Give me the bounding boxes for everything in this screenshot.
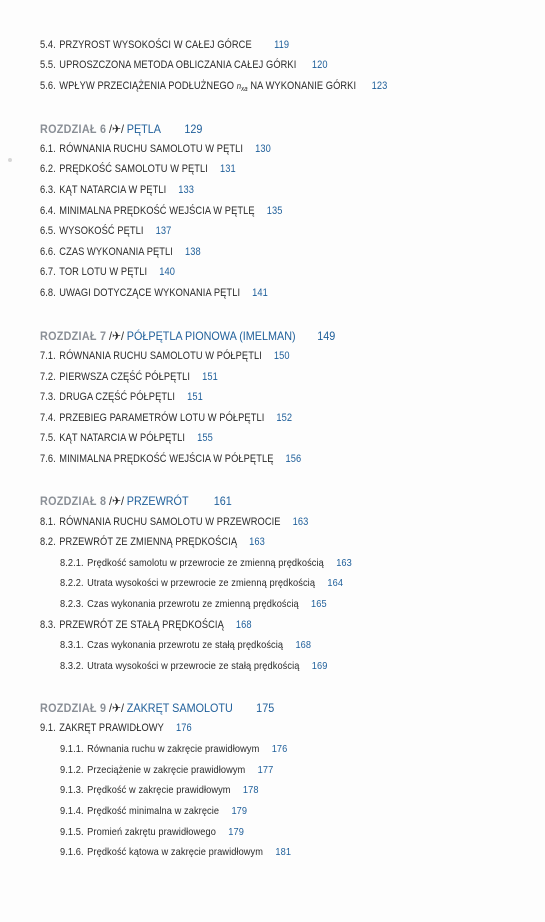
entry-page-number: 130 — [255, 143, 271, 155]
entry-page-number: 168 — [295, 639, 312, 651]
entry-title-part: NA WYKONANIE GÓRKI — [247, 80, 357, 92]
toc-entry[interactable] — [40, 535, 265, 549]
entry-number: 9.1. — [40, 722, 56, 734]
entry-page-number: 135 — [266, 205, 283, 217]
entry-number: 6.8. — [40, 287, 56, 299]
chapter-title: ZAKRĘT SAMOLOTU — [126, 701, 233, 715]
entry-number: 5.6. — [40, 80, 56, 92]
entry-title: Utrata wysokości w przewrocie ze zmienną prędkością — [87, 577, 316, 589]
toc-entry[interactable] — [40, 390, 203, 404]
entry-page-number: 177 — [257, 764, 274, 776]
entry-page-number: 151 — [202, 371, 218, 383]
entry-title: Promień zakrętu prawidłowego — [87, 826, 216, 838]
entry-page-number: 133 — [178, 184, 195, 196]
entry-title: Przeciążenie w zakręcie prawidłowym — [87, 764, 246, 776]
entry-page-number: 181 — [275, 846, 292, 858]
toc-entry[interactable] — [40, 286, 268, 300]
entry-number: 6.5. — [40, 225, 56, 237]
entry-number: 8.3. — [40, 619, 56, 631]
entry-title: KĄT NATARCIA W PÓŁPĘTLI — [59, 432, 186, 444]
entry-page-number: 155 — [197, 432, 213, 444]
toc-entry[interactable] — [40, 245, 201, 259]
entry-title: Czas wykonania przewrotu ze stałą prędkością — [87, 639, 284, 651]
entry-variable-subscript: xa — [241, 86, 248, 93]
entry-title: DRUGA CZĘŚĆ PÓŁPĘTLI — [59, 391, 176, 403]
entry-variable: n — [236, 81, 242, 91]
entry-page-number: 169 — [311, 660, 328, 672]
chapter-title: PĘTLA — [126, 122, 161, 136]
entry-page-number: 150 — [273, 350, 290, 362]
toc-subentry[interactable] — [60, 638, 311, 652]
entry-number: 7.2. — [40, 371, 56, 383]
entry-title: PRĘDKOŚĆ SAMOLOTU W PĘTLI — [59, 163, 208, 175]
toc-entry[interactable] — [40, 204, 282, 218]
entry-title: Prędkość samolotu w przewrocie ze zmienną prędkością — [87, 557, 324, 569]
entry-title: PRZEWRÓT ZE ZMIENNĄ PRĘDKOŚCIĄ — [59, 536, 238, 548]
entry-page-number: 137 — [155, 225, 172, 237]
entry-page-number: 179 — [231, 805, 248, 817]
toc-entry[interactable] — [40, 224, 171, 238]
entry-number: 9.1.5. — [60, 826, 84, 838]
chapter-heading[interactable] — [40, 493, 232, 509]
entry-number: 9.1.2. — [60, 764, 84, 776]
entry-number: 9.1.4. — [60, 805, 84, 817]
toc-entry[interactable] — [40, 79, 387, 97]
entry-title: TOR LOTU W PĘTLI — [59, 266, 148, 278]
plane-icon: /✈/ — [109, 701, 125, 715]
entry-title: Prędkość kątowa w zakręcie prawidłowym — [87, 846, 264, 858]
toc-entry[interactable] — [40, 265, 175, 279]
entry-page-number: 163 — [336, 557, 352, 569]
entry-title: PRZEWRÓT ZE STAŁĄ PRĘDKOŚCIĄ — [59, 619, 224, 631]
entry-number: 6.4. — [40, 205, 56, 217]
entry-title: RÓWNANIA RUCHU SAMOLOTU W PÓŁPĘTLI — [59, 350, 262, 362]
chapter-label: ROZDZIAŁ 7 — [40, 329, 107, 343]
entry-title-part: WPŁYW PRZECIĄŻENIA PODŁUŻNEGO — [59, 80, 237, 92]
entry-page-number: 152 — [276, 412, 293, 424]
chapter-label: ROZDZIAŁ 9 — [40, 701, 107, 715]
entry-number: 6.1. — [40, 143, 56, 155]
toc-subentry[interactable] — [60, 825, 244, 839]
entry-title: WYSOKOŚĆ PĘTLI — [59, 225, 144, 237]
entry-title: CZAS WYKONANIA PĘTLI — [59, 246, 173, 258]
entry-title: PRZYROST WYSOKOŚCI W CAŁEJ GÓRCE — [59, 39, 252, 51]
toc-entry[interactable] — [40, 183, 194, 197]
entry-title: MINIMALNA PRĘDKOŚĆ WEJŚCIA W PÓŁPĘTLĘ — [59, 453, 274, 465]
entry-page-number: 156 — [285, 453, 302, 465]
entry-title: MINIMALNA PRĘDKOŚĆ WEJŚCIA W PĘTLĘ — [59, 205, 255, 217]
toc-subentry[interactable] — [60, 845, 291, 859]
toc-subentry[interactable] — [60, 556, 352, 570]
toc-subentry[interactable] — [60, 659, 327, 673]
entry-page-number: 123 — [371, 80, 388, 92]
entry-number: 6.6. — [40, 246, 56, 258]
entry-page-number: 140 — [159, 266, 175, 278]
chapter-page-number: 149 — [317, 329, 336, 343]
entry-page-number: 176 — [271, 743, 288, 755]
chapter-heading[interactable] — [40, 700, 274, 716]
toc-subentry[interactable] — [60, 597, 327, 611]
toc-entry[interactable] — [40, 411, 292, 425]
chapter-title: PÓŁPĘTLA PIONOWA (IMELMAN) — [126, 329, 296, 343]
entry-page-number: 163 — [292, 516, 309, 528]
entry-number: 9.1.6. — [60, 846, 84, 858]
entry-number: 8.2.2. — [60, 577, 84, 589]
toc-entry[interactable] — [40, 38, 289, 52]
entry-title: UPROSZCZONA METODA OBLICZANIA CAŁEJ GÓRKI — [59, 59, 297, 71]
toc-subentry[interactable] — [60, 576, 343, 590]
plane-icon: /✈/ — [109, 494, 125, 508]
entry-title: Równania ruchu w zakręcie prawidłowym — [87, 743, 260, 755]
entry-title: RÓWNANIA RUCHU SAMOLOTU W PRZEWROCIE — [59, 516, 281, 528]
chapter-heading[interactable] — [40, 328, 335, 344]
toc-entry[interactable] — [40, 162, 236, 176]
toc-entry[interactable] — [40, 431, 213, 445]
entry-page-number: 165 — [311, 598, 327, 610]
entry-title: Czas wykonania przewrotu ze zmienną prędkością — [87, 598, 299, 610]
toc-entry[interactable] — [40, 721, 192, 735]
entry-number: 8.1. — [40, 516, 56, 528]
chapter-label: ROZDZIAŁ 6 — [40, 122, 107, 136]
toc-subentry[interactable] — [60, 804, 247, 818]
toc-subentry[interactable] — [60, 742, 287, 756]
entry-number: 7.6. — [40, 453, 56, 465]
entry-title: UWAGI DOTYCZĄCE WYKONANIA PĘTLI — [59, 287, 241, 299]
entry-number: 7.3. — [40, 391, 56, 403]
entry-number: 7.1. — [40, 350, 56, 362]
entry-number: 5.5. — [40, 59, 56, 71]
plane-icon: /✈/ — [109, 329, 125, 343]
toc-subentry[interactable] — [60, 763, 273, 777]
entry-page-number: 163 — [249, 536, 265, 548]
entry-title: Prędkość w zakręcie prawidłowym — [87, 784, 231, 796]
entry-title: PRZEBIEG PARAMETRÓW LOTU W PÓŁPĘTLI — [59, 412, 265, 424]
entry-page-number: 141 — [252, 287, 268, 299]
chapter-label: ROZDZIAŁ 8 — [40, 494, 107, 508]
entry-page-number: 138 — [185, 246, 201, 258]
chapter-page-number: 161 — [213, 494, 232, 508]
entry-number: 8.2.1. — [60, 557, 84, 569]
chapter-title: PRZEWRÓT — [126, 494, 189, 508]
toc-entry[interactable] — [40, 58, 328, 72]
entry-page-number: 131 — [220, 163, 236, 175]
entry-number: 9.1.3. — [60, 784, 84, 796]
entry-number: 6.2. — [40, 163, 56, 175]
entry-number: 5.4. — [40, 39, 56, 51]
entry-title: Prędkość minimalna w zakręcie — [87, 805, 220, 817]
toc-entry[interactable] — [40, 349, 290, 363]
toc-entry[interactable] — [40, 452, 301, 466]
entry-title: ZAKRĘT PRAWIDŁOWY — [59, 722, 164, 734]
entry-page-number: 179 — [228, 826, 244, 838]
entry-page-number: 168 — [235, 619, 252, 631]
entry-page-number: 151 — [187, 391, 203, 403]
entry-number: 6.3. — [40, 184, 56, 196]
entry-title: RÓWNANIA RUCHU SAMOLOTU W PĘTLI — [59, 143, 244, 155]
entry-page-number: 120 — [311, 59, 328, 71]
plane-icon: /✈/ — [109, 122, 125, 136]
toc-subentry[interactable] — [60, 783, 259, 797]
toc-entry[interactable] — [40, 142, 271, 156]
entry-page-number: 164 — [327, 577, 344, 589]
entry-number: 9.1.1. — [60, 743, 84, 755]
entry-title: KĄT NATARCIA W PĘTLI — [59, 184, 167, 196]
entry-title: Utrata wysokości w przewrocie ze stałą prędkością — [87, 660, 300, 672]
entry-number: 7.4. — [40, 412, 56, 424]
entry-number: 7.5. — [40, 432, 56, 444]
toc-entry[interactable] — [40, 618, 252, 632]
entry-page-number: 119 — [274, 39, 290, 51]
entry-page-number: 176 — [175, 722, 192, 734]
chapter-page-number: 129 — [184, 122, 203, 136]
entry-number: 8.2.3. — [60, 598, 84, 610]
entry-number: 8.3.1. — [60, 639, 84, 651]
chapter-page-number: 175 — [256, 701, 275, 715]
entry-title: PIERWSZA CZĘŚĆ PÓŁPĘTLI — [59, 371, 191, 383]
entry-number: 8.3.2. — [60, 660, 84, 672]
entry-number: 8.2. — [40, 536, 56, 548]
chapter-heading[interactable] — [40, 121, 202, 137]
entry-number: 6.7. — [40, 266, 56, 278]
toc-entry[interactable] — [40, 515, 308, 529]
entry-page-number: 178 — [242, 784, 259, 796]
toc-entry[interactable] — [40, 370, 218, 384]
